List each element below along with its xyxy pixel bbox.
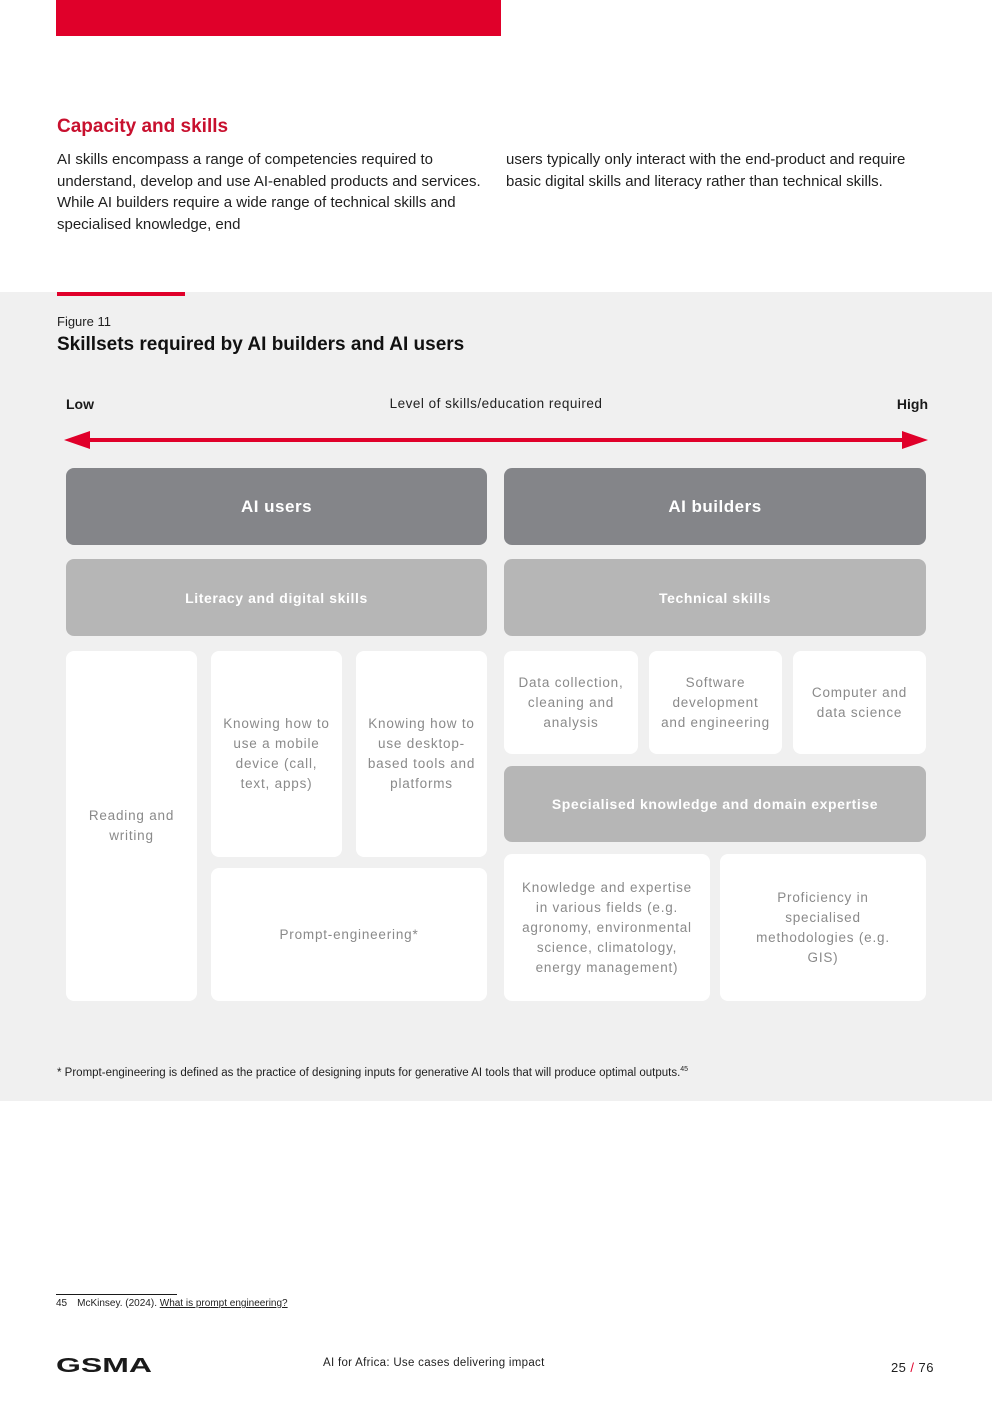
specialised-methodologies-box: Proficiency in specialised methodologies (e.g. GIS) [720,854,926,1001]
ai-builders-header: AI builders [504,468,926,545]
page-separator: / [910,1360,915,1375]
scale-low-label: Low [66,396,94,412]
literacy-digital-skills-box: Literacy and digital skills [66,559,487,636]
page-current: 25 [890,1360,907,1375]
top-accent-bar [56,0,501,36]
specialised-knowledge-box: Specialised knowledge and domain expertise [504,766,926,842]
footnote-link[interactable]: What is prompt engineering? [159,1298,288,1309]
footnote-divider [56,1294,177,1295]
prompt-engineering-box: Prompt-engineering* [211,868,487,1001]
figure-title: Skillsets required by AI builders and AI users [57,334,465,355]
software-development-box: Software development and engineering [649,651,782,754]
technical-skills-box: Technical skills [504,559,926,636]
double-arrow-icon [64,430,928,450]
footnote-source: McKinsey. (2024). [77,1298,157,1309]
scale-label: Level of skills/education required [389,396,603,411]
intro-paragraph-left: AI skills encompass a range of competencies required to understand, develop and use AI-enabled products and services. While AI builders require a wide range of technical skills and specialised knowledge, end [57,151,481,233]
ai-users-header: AI users [66,468,487,545]
footnote [56,1298,288,1309]
desktop-tools-box: Knowing how to use desktop-based tools and platforms [356,651,487,857]
intro-paragraph-right: users typically only interact with the end-product and require basic digital skills and literacy rather than technical skills. [506,151,906,190]
section-title: Capacity and skills [57,116,229,137]
gsma-logo-text: GSMA [56,1356,152,1374]
domain-expertise-box: Knowledge and expertise in various fields (e.g. agronomy, environmental science, climatology, energy management) [504,854,710,1001]
figure-note-text: * Prompt-engineering is defined as the practice of designing inputs for generative AI tools that will produce optimal outputs. [57,1066,681,1079]
figure-label: Figure 11 [57,314,111,329]
figure-accent-bar [57,292,185,296]
page-number [891,1360,934,1375]
gsma-logo [56,1356,152,1374]
computer-data-science-box: Computer and data science [793,651,926,754]
page-total: 76 [918,1360,934,1375]
figure-panel [0,292,992,1101]
figure-note [57,1066,688,1079]
reading-writing-box: Reading and writing [66,651,197,1001]
footnote-number: 45 [56,1298,68,1309]
figure-note-ref[interactable]: 45 [680,1066,689,1073]
footer-title: AI for Africa: Use cases delivering impact [323,1357,545,1369]
mobile-device-box: Knowing how to use a mobile device (call, text, apps) [211,651,342,857]
data-collection-box: Data collection, cleaning and analysis [504,651,638,754]
scale-high-label: High [896,396,928,412]
